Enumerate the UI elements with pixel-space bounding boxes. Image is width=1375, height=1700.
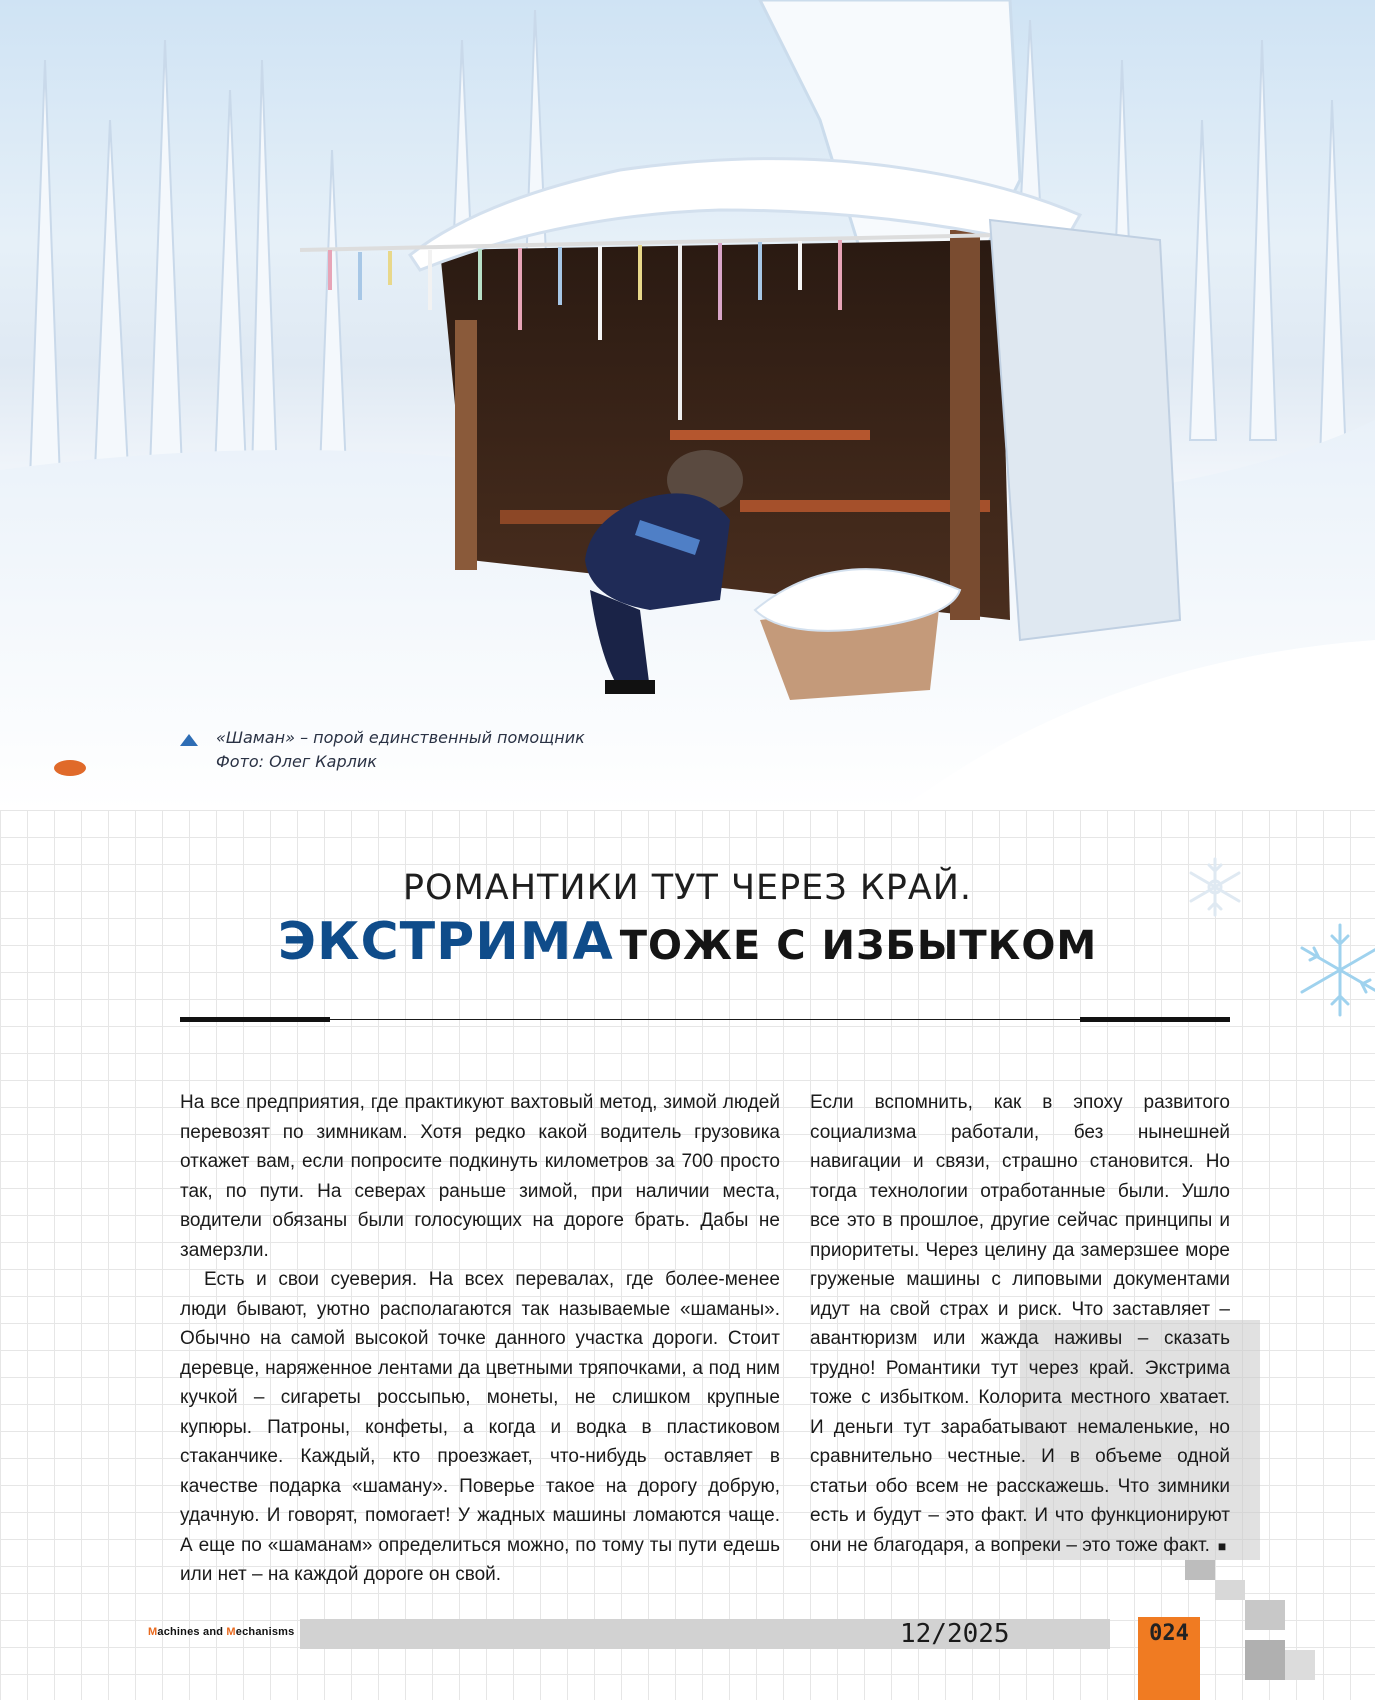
photo-caption	[216, 726, 716, 774]
caption-line-2: Фото: Олег Карлик	[216, 752, 377, 771]
pixel-decor	[1285, 1650, 1315, 1680]
hero-photo	[0, 0, 1375, 810]
page-number: 024	[1149, 1621, 1189, 1646]
headline-rule	[180, 1019, 1230, 1020]
headline-line-1: РОМАНТИКИ ТУТ ЧЕРЕЗ КРАЙ.	[402, 868, 973, 908]
article-paragraph-text: Если вспомнить, как в эпоху развитого социализма работали, без нынешней навигации и связи, страшно становится. Но тогда технологии отработанные были. Ушло все это в прошлое, другие сейчас принципы и приоритеты. Через целину да замерзшее море груженые машины с липовыми документами идут на свой страх и риск. Что заставляет – авантюризм или жажда наживы – сказать трудно! Романтики тут через край. Экстрима тоже с избытком. Колорита местного хватает. И деньги тут зарабатывают немаленькие, но сравнительно честные. И в объеме одной статьи обо всем не расскажешь. Что зимники есть и будут – это факт. И что функционируют они не благодаря, а вопреки – это тоже факт.	[810, 1092, 1230, 1556]
issue-date: 12/2025	[900, 1619, 1010, 1649]
headline-line-2	[0, 912, 1375, 972]
article-paragraph	[810, 1088, 1230, 1561]
end-mark: ■	[1217, 1537, 1227, 1554]
magazine-name: Machines and Mechanisms	[148, 1626, 295, 1638]
caption-line-1: «Шаман» – порой единственный помощник	[216, 728, 585, 747]
article-column-left	[180, 1088, 780, 1590]
article-paragraph: Есть и свои суеверия. На всех перевалах, где более-менее люди бывают, уютно располагаются так называемые «шаманы». Обычно на самой высокой точке данного участка дороги. Стоит деревце, наряженное лентами да цветными тряпочками, а под ним кучкой – сигареты россыпью, монеты, не слишком крупные купюры. Патроны, конфеты, а когда и водка в пластиковом стаканчике. Каждый, кто проезжает, что-нибудь оставляет в качестве подарка «шаману». Поверье такое на дорогу добрую, удачную. И говорят, помогает! У жадных машины ломаются чаще. А еще по «шаманам» определиться можно, по тому ты пути едешь или нет – на каждой дороге он свой.	[180, 1269, 780, 1585]
headline-rule-accent-left	[180, 1017, 330, 1022]
headline-rule-accent-right	[1080, 1017, 1230, 1022]
pixel-decor	[1245, 1600, 1285, 1630]
pixel-decor	[1185, 1560, 1215, 1580]
photo-scene	[0, 0, 1375, 810]
headline-accent: ЭКСТРИМА	[277, 912, 614, 972]
article-column-right	[810, 1088, 1230, 1561]
pixel-decor	[1245, 1640, 1285, 1680]
headline-rest: ТОЖЕ С ИЗБЫТКОМ	[619, 923, 1098, 969]
article-paragraph: На все предприятия, где практикуют вахтовый метод, зимой людей перевозят по зимникам. Хотя редко какой водитель грузовика откажет вам, если попросите подкинуть километров за 700 просто так, по пути. На северах раньше зимой, при наличии места, водители обязаны были голосующих на дороге брать. Дабы не замерзли.	[180, 1092, 780, 1261]
pixel-decor	[1215, 1580, 1245, 1600]
caption-marker	[180, 734, 198, 746]
